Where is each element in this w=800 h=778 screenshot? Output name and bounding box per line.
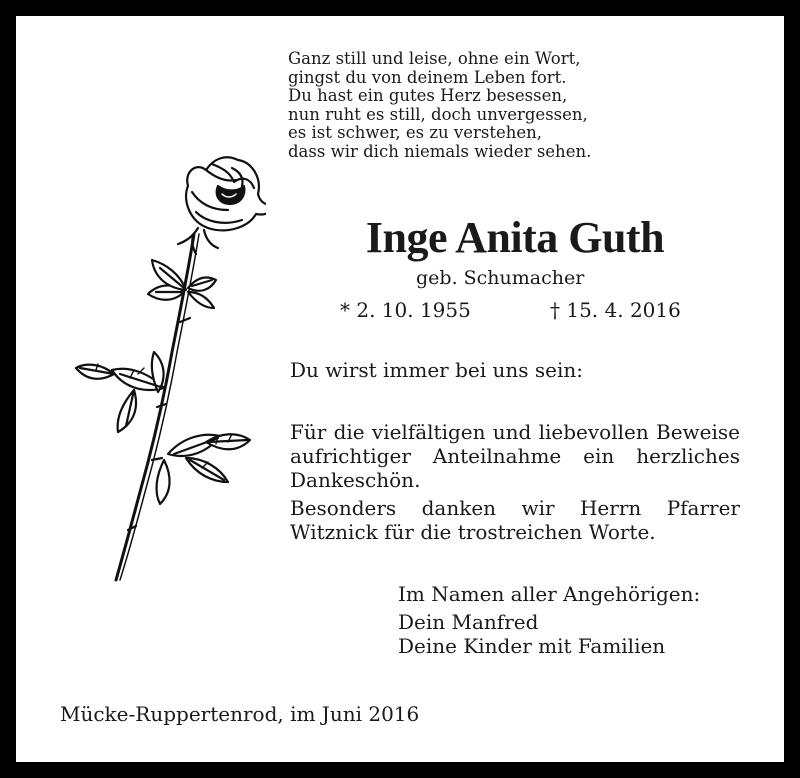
thanks-text [290,420,740,544]
signoff-heading: Im Namen aller Angehörigen: [398,582,701,606]
birth-date: * 2. 10. 1955 [340,298,471,322]
poem-line: dass wir dich niemals wieder sehen. [288,141,592,161]
poem-line: nun ruht es still, doch unvergessen, [288,104,588,124]
death-date: † 15. 4. 2016 [550,298,681,322]
poem-line: Du hast ein gutes Herz besessen, [288,86,568,106]
thanks-paragraph: Besonders danken wir Herrn Pfarrer Witznick für die trostreichen Worte. [290,496,740,544]
intro-line: Du wirst immer bei uns sein: [290,358,583,382]
signoff [398,582,700,658]
rose-icon [56,142,266,582]
deceased-name: Inge Anita Guth [365,213,665,262]
obituary-card [16,16,784,762]
poem-line: es ist schwer, es zu verstehen, [288,123,543,143]
place-and-date: Mücke-Ruppertenrod, im Juni 2016 [60,702,420,726]
maiden-name: geb. Schumacher [416,267,585,289]
signoff-name: Dein Manfred [398,610,539,634]
poem-line: gingst du von deinem Leben fort. [288,67,567,87]
thanks-paragraph: Für die vielfältigen und liebevollen Beweise aufrichtiger Anteilnahme ein herzliches Dankeschön. [290,420,740,492]
poem-line: Ganz still und leise, ohne ein Wort, [288,49,581,68]
signoff-family: Deine Kinder mit Familien [398,634,666,658]
memorial-poem [288,50,591,162]
